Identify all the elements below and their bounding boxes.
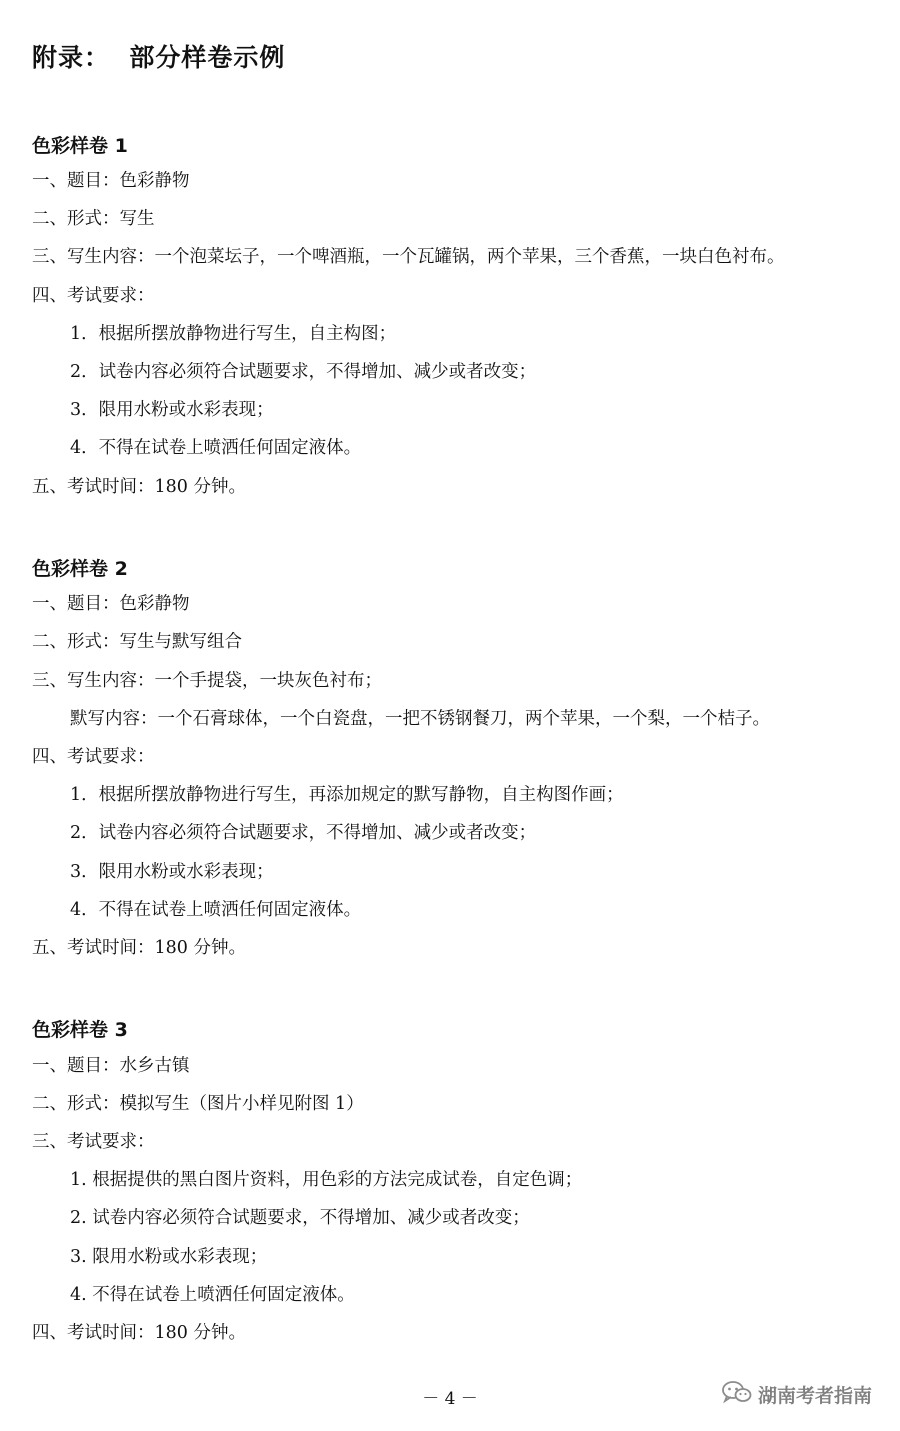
requirement-line: 4．不得在试卷上喷洒任何固定液体。 — [70, 438, 362, 458]
exam-line: 三、写生内容：一个泡菜坛子，一个啤酒瓶，一个瓦罐锅，两个苹果，三个香蕉，一块白色衬布。 — [32, 247, 785, 267]
exam-line: 三、考试要求： — [32, 1132, 155, 1152]
requirement-line: 1．根据所摆放静物进行写生，自主构图； — [70, 324, 397, 344]
requirement-line: 2．试卷内容必须符合试题要求，不得增加、减少或者改变； — [70, 823, 537, 843]
requirement-line: 4. 不得在试卷上喷洒任何固定液体。 — [70, 1285, 355, 1305]
exam-line: 一、题目：色彩静物 — [32, 171, 190, 191]
requirement-line: 1．根据所摆放静物进行写生，再添加规定的默写静物，自主构图作画； — [70, 785, 624, 805]
requirement-line: 2. 试卷内容必须符合试题要求，不得增加、减少或者改变； — [70, 1208, 530, 1228]
requirement-line: 1. 根据提供的黑白图片资料，用色彩的方法完成试卷，自定色调； — [70, 1170, 583, 1190]
section-heading: 色彩样卷 1 — [32, 135, 128, 157]
exam-line: 二、形式：模拟写生（图片小样见附图 1） — [32, 1094, 364, 1114]
requirement-line: 2．试卷内容必须符合试题要求，不得增加、减少或者改变； — [70, 362, 537, 382]
section-heading: 色彩样卷 3 — [32, 1019, 128, 1041]
requirement-line: 4．不得在试卷上喷洒任何固定液体。 — [70, 900, 362, 920]
exam-line: 一、题目：色彩静物 — [32, 594, 190, 614]
watermark-text: 湖南考者指南 — [757, 1384, 872, 1407]
page-title: 附录： 部分样卷示例 — [32, 43, 286, 72]
exam-line: 二、形式：写生 — [32, 209, 155, 229]
requirement-line: 3．限用水粉或水彩表现； — [70, 862, 274, 882]
requirement-line: 3．限用水粉或水彩表现； — [70, 400, 274, 420]
watermark — [722, 1380, 872, 1408]
exam-line: 五、考试时间：180 分钟。 — [32, 938, 246, 958]
exam-line: 四、考试时间：180 分钟。 — [32, 1323, 246, 1343]
exam-line: 四、考试要求： — [32, 747, 155, 767]
wechat-icon — [722, 1380, 752, 1408]
exam-line: 五、考试时间：180 分钟。 — [32, 477, 246, 497]
exam-line: 三、写生内容：一个手提袋，一块灰色衬布； — [32, 671, 382, 691]
page-number: － 4 － — [422, 1389, 478, 1409]
requirement-line: 3. 限用水粉或水彩表现； — [70, 1247, 268, 1267]
exam-line: 默写内容：一个石膏球体，一个白瓷盘，一把不锈钢餐刀，两个苹果，一个梨，一个桔子。 — [70, 709, 770, 729]
exam-line: 四、考试要求： — [32, 286, 155, 306]
section-heading: 色彩样卷 2 — [32, 558, 128, 580]
exam-line: 二、形式：写生与默写组合 — [32, 632, 242, 652]
exam-line: 一、题目：水乡古镇 — [32, 1056, 190, 1076]
